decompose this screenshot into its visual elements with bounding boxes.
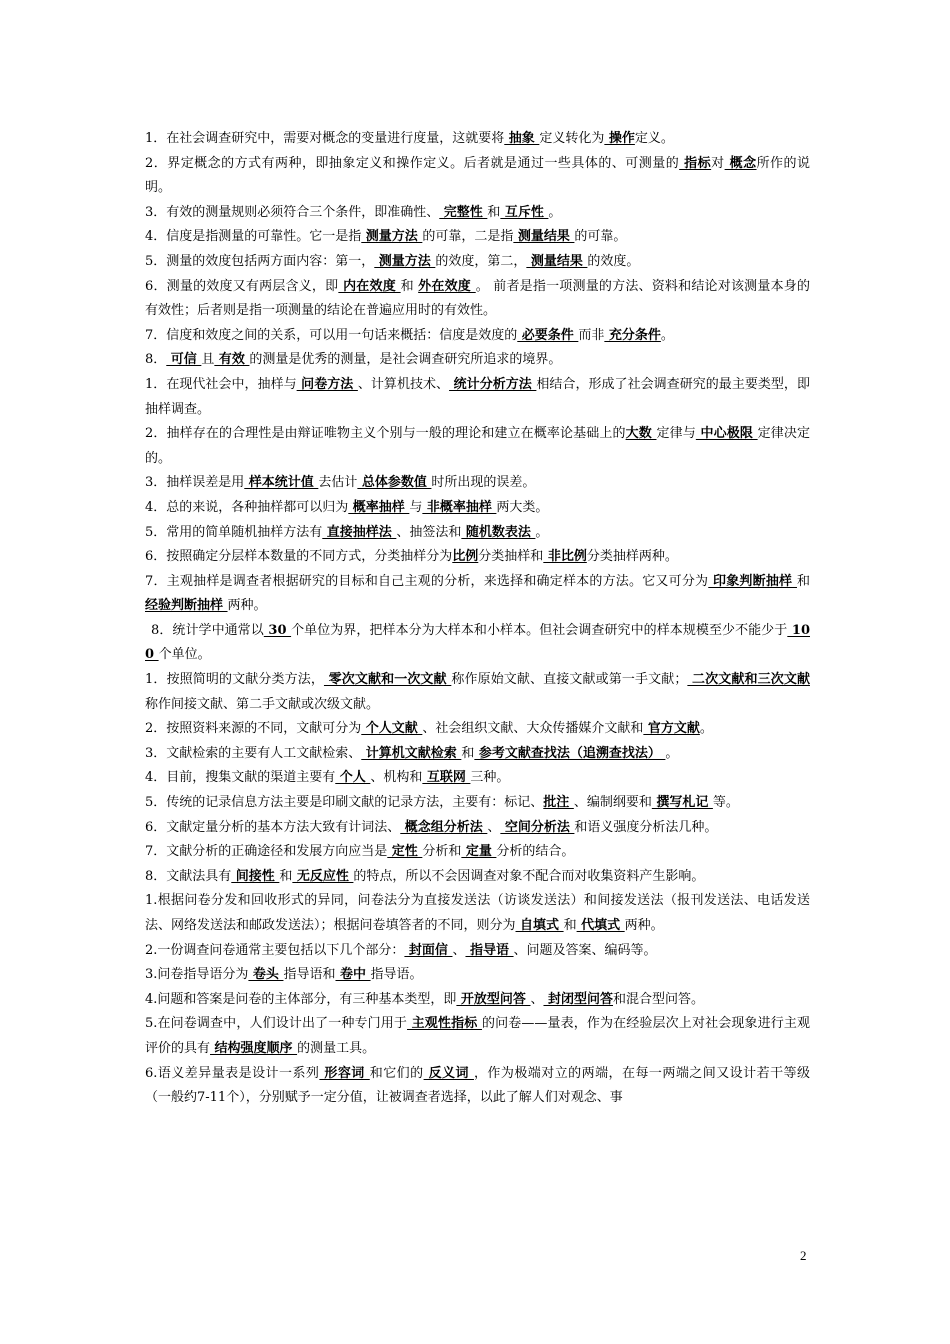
- question-paragraph: [145, 275, 810, 324]
- answer-blank: 随机数表法: [461, 524, 536, 540]
- question-paragraph: [145, 348, 810, 373]
- answer-blank: 中心极限: [695, 426, 758, 442]
- question-paragraph: [145, 471, 810, 496]
- answer-blank: 大数: [625, 426, 657, 442]
- question-paragraph: [145, 521, 810, 546]
- question-text: 和混合型问答。: [613, 991, 705, 1007]
- question-text: 7．信度和效度之间的关系，可以用一句话来概括：信度是效度的: [145, 327, 518, 343]
- question-text: 。 前者是指一项测量的方法、资料和结论对该测量本身的有效性；后者则是指一项测量的结论在普遍应用时的有效性。: [145, 278, 810, 319]
- question-text: 两大类。: [496, 499, 549, 515]
- question-text: 。: [535, 524, 549, 540]
- question-text: 3．有效的测量规则必须符合三个条件，即准确性、: [145, 204, 440, 220]
- question-text: 的效度。: [587, 253, 640, 269]
- question-paragraph: [145, 963, 810, 988]
- answer-blank: 互联网: [422, 770, 471, 786]
- question-text: 、抽签法和: [396, 524, 462, 540]
- question-paragraph: [145, 791, 810, 816]
- answer-blank: 自填式: [515, 918, 564, 933]
- answer-blank: 测量方法: [374, 253, 436, 269]
- question-text: 指导语和: [283, 967, 336, 983]
- question-text: 。: [548, 204, 562, 220]
- answer-blank: 代填式: [576, 918, 625, 933]
- question-text: 2．抽样存在的合理性是由辩证唯物主义个别与一般的理论和建立在概率论基础上的: [145, 426, 626, 442]
- question-text: 5．测量的效度包括两方面内容：第一，: [145, 253, 375, 269]
- question-text: 和语义强度分析法几种。: [574, 819, 718, 835]
- question-text: 和: [487, 204, 501, 220]
- answer-blank: 概率抽样: [348, 499, 410, 515]
- question-text: 指导语。: [370, 967, 423, 983]
- answer-blank: 内在效度: [338, 278, 401, 294]
- answer-blank: 封闭型问答: [543, 991, 614, 1007]
- question-text: 、问题及答案、编码等。: [513, 942, 657, 958]
- answer-blank: 个人: [335, 770, 371, 786]
- answer-blank: 概念组分析法: [400, 819, 488, 835]
- question-text: 、计算机技术、: [357, 376, 450, 392]
- answer-blank: 经验判断抽样: [145, 598, 228, 614]
- answer-blank: 可信: [166, 352, 202, 368]
- question-paragraph: [145, 939, 810, 964]
- answer-blank: 撰写札记: [651, 795, 713, 811]
- question-paragraph: [145, 127, 810, 152]
- question-text: 4．总的来说，各种抽样都可以归为: [145, 499, 349, 515]
- question-text: 。: [665, 745, 679, 761]
- answer-blank: 参考文献查找法（追溯查找法）: [474, 745, 666, 761]
- answer-blank: 空间分析法: [500, 819, 575, 835]
- answer-blank: 零次文献和一次文献: [323, 672, 452, 688]
- page-number: 2: [800, 1248, 807, 1263]
- question-text: 、编制纲要和: [573, 795, 652, 811]
- answer-blank: 指导语: [465, 942, 514, 958]
- answer-blank: 非概率抽样: [422, 499, 497, 515]
- answer-blank: 外在效度: [418, 278, 476, 294]
- question-text: 个单位。: [158, 647, 211, 663]
- question-text: 8．统计学中通常以: [151, 622, 264, 638]
- question-paragraph: [145, 619, 810, 668]
- document-body: [145, 127, 810, 1111]
- answer-blank: 样本统计值: [244, 475, 319, 491]
- question-paragraph: [145, 988, 810, 1013]
- question-text: 2．按照资料来源的不同，文献可分为: [145, 721, 362, 737]
- question-text: 7．文献分析的正确途径和发展方向应当是: [145, 844, 388, 860]
- answer-blank: 计算机文献检索: [361, 745, 462, 761]
- question-text: 、机构和: [370, 770, 423, 786]
- answer-blank: 批注: [543, 795, 574, 811]
- question-paragraph: [145, 373, 810, 422]
- question-paragraph: [145, 152, 810, 201]
- question-text: 1．在现代社会中，抽样与: [145, 376, 297, 392]
- answer-blank: 非比例: [543, 549, 587, 565]
- answer-blank: 互斥性: [500, 204, 549, 220]
- question-text: 的测量工具。: [297, 1040, 376, 1056]
- question-paragraph: [145, 570, 810, 619]
- question-text: 的测量是优秀的测量，是社会调查研究所追求的境界。: [249, 352, 562, 368]
- question-text: 的可靠，二是指: [422, 229, 514, 245]
- question-paragraph: [145, 1012, 810, 1061]
- question-text: 对: [711, 155, 725, 171]
- answer-blank: 指标: [679, 155, 712, 171]
- question-paragraph: [145, 250, 810, 275]
- question-paragraph: [145, 545, 810, 570]
- question-paragraph: [145, 742, 810, 767]
- question-paragraph: [145, 422, 810, 471]
- answer-blank: 抽象: [504, 131, 540, 146]
- answer-blank: 完整性: [439, 204, 488, 220]
- answer-blank: 开放型问答: [456, 991, 531, 1007]
- answer-blank: 直接抽样法: [322, 524, 397, 540]
- question-text: 4.问题和答案是问卷的主体部分，有三种基本类型，即: [145, 991, 457, 1007]
- question-text: 而非: [578, 327, 605, 343]
- question-text: 分析的结合。: [496, 844, 575, 860]
- question-paragraph: [145, 324, 810, 349]
- question-paragraph: [145, 717, 810, 742]
- question-text: 5．传统的记录信息方法主要是印刷文献的记录方法，主要有：标记、: [145, 795, 544, 811]
- question-text: 和: [400, 278, 419, 294]
- question-text: 称作间接文献、第二手文献或次级文献。: [145, 696, 380, 712]
- answer-blank: 封面信: [404, 942, 453, 958]
- question-text: 2．界定概念的方式有两种，即抽象定义和操作定义。后者就是通过一些具体的、可测量的: [145, 155, 680, 171]
- question-paragraph: [145, 201, 810, 226]
- question-text: 相结合，形成了社会调查研究的最主要类型，即抽样调查。: [145, 376, 810, 417]
- question-text: 的问卷——量表，作为在经验层次上对社会现象进行主观评价的具有: [145, 1016, 810, 1056]
- question-text: 定义转化为: [539, 131, 605, 146]
- question-text: 等。: [712, 795, 739, 811]
- question-paragraph: [145, 889, 810, 938]
- question-text: 3．文献检索的主要有人工文献检索、: [145, 745, 362, 761]
- question-text: 4．目前，搜集文献的渠道主要有: [145, 770, 336, 786]
- question-paragraph: [145, 816, 810, 841]
- question-text: 6.语义差异量表是设计一系列: [145, 1065, 320, 1081]
- answer-blank: 二次文献和三次文献: [687, 672, 810, 688]
- question-text: 分析和: [422, 844, 462, 860]
- question-text: 的效度，第二，: [435, 253, 527, 269]
- answer-blank: 反义词: [423, 1065, 474, 1081]
- question-text: 4．信度是指测量的可靠性。它一是指: [145, 229, 362, 245]
- question-text: 5．常用的简单随机抽样方法有: [145, 524, 323, 540]
- question-text: 1．在社会调查研究中，需要对概念的变量进行度量，这就要将: [145, 131, 505, 146]
- answer-blank: 形容词: [319, 1065, 370, 1081]
- answer-blank: 印象判断抽样: [708, 573, 797, 589]
- question-text: ，作为极端对立的两端，在每一两端之间又设计若干等级（一般约7-11个），分别赋予一定分值，让被调查者选择，以此了解人们对观念、事: [145, 1065, 810, 1106]
- answer-blank: 测量结果: [526, 253, 588, 269]
- question-text: 、: [487, 819, 501, 835]
- question-paragraph: [145, 225, 810, 250]
- question-text: 定义。: [634, 131, 674, 146]
- question-text: 分类抽样和: [478, 549, 544, 565]
- answer-blank: 官方文献: [643, 721, 700, 737]
- question-text: 与: [409, 499, 423, 515]
- question-text: 时所出现的误差。: [431, 475, 536, 491]
- question-text: 8．文献法具有: [145, 868, 232, 884]
- question-text: 两种。: [624, 918, 664, 933]
- answer-blank: 必要条件: [517, 327, 579, 343]
- question-text: 。: [660, 327, 674, 343]
- answer-blank: 有效: [214, 352, 250, 368]
- question-text: 和: [796, 573, 810, 589]
- question-text: 2.一份调查问卷通常主要包括以下几个部分：: [145, 942, 405, 958]
- question-text: 、社会组织文献、大众传播媒介文献和: [422, 721, 644, 737]
- question-text: 7．主观抽样是调查者根据研究的目标和自己主观的分析，来选择和确定样本的方法。它又可分为: [145, 573, 709, 589]
- answer-blank: 问卷方法: [296, 376, 358, 392]
- question-text: 两种。: [227, 598, 267, 614]
- question-text: 、: [530, 991, 544, 1007]
- answer-blank: 统计分析方法: [449, 376, 537, 392]
- answer-blank: 个人文献: [361, 721, 423, 737]
- question-text: 6．按照确定分层样本数量的不同方式，分类抽样分为: [145, 549, 453, 565]
- question-text: 6．测量的效度又有两层含义，即: [145, 278, 339, 294]
- answer-blank: 比例: [452, 549, 479, 565]
- answer-blank: 测量方法: [361, 229, 423, 245]
- answer-blank: 卷中: [335, 967, 371, 983]
- question-text: 且: [201, 352, 215, 368]
- question-paragraph: [145, 766, 810, 791]
- question-text: 所作的说明。: [145, 155, 810, 196]
- question-text: 5.在问卷调查中，人们设计出了一种专门用于: [145, 1016, 408, 1032]
- question-text: 1.根据问卷分发和回收形式的异同，问卷法分为直接发送法（访谈发送法）和间接发送法（报刊发送法、电话发送法、网络发送法和邮政发送法）；根据问卷填答者的不同，则分为: [145, 893, 810, 933]
- answer-blank: 操作: [604, 131, 635, 146]
- answer-blank: 概念: [724, 155, 757, 171]
- answer-blank: 定量: [461, 844, 497, 860]
- question-text: 8．: [145, 352, 167, 368]
- question-text: 的特点，所以不会因调查对象不配合而对收集资料产生影响。: [353, 868, 705, 884]
- question-text: 3.问卷指导语分为: [145, 967, 249, 983]
- question-text: 6．文献定量分析的基本方法大致有计词法、: [145, 819, 401, 835]
- question-text: 定律与: [656, 426, 696, 442]
- question-paragraph: [145, 668, 810, 717]
- question-text: 3．抽样误差是用: [145, 475, 245, 491]
- answer-blank: 定性: [387, 844, 423, 860]
- question-text: 个单位为界，把样本分为大样本和小样本。但社会调查研究中的样本规模至少不能少于: [291, 622, 788, 638]
- question-text: 分类抽样两种。: [586, 549, 678, 565]
- question-text: 去估计: [318, 475, 358, 491]
- question-paragraph: [145, 840, 810, 865]
- question-paragraph: [145, 1062, 810, 1111]
- question-paragraph: [145, 496, 810, 521]
- answer-blank: 主观性指标: [407, 1016, 482, 1032]
- answer-blank: 总体参数值: [357, 475, 432, 491]
- answer-blank: 充分条件: [604, 327, 661, 343]
- question-paragraph: [145, 865, 810, 890]
- answer-blank: 测量结果: [513, 229, 575, 245]
- question-text: 的可靠。: [574, 229, 627, 245]
- question-text: 1．按照简明的文献分类方法，: [145, 672, 324, 688]
- question-text: 和: [279, 868, 293, 884]
- answer-blank: 结构强度顺序: [210, 1040, 298, 1056]
- answer-blank: 间接性: [231, 868, 280, 884]
- question-text: 和它们的: [369, 1065, 424, 1081]
- answer-blank: 30: [263, 622, 292, 638]
- answer-blank: 卷头: [248, 967, 284, 983]
- question-text: 称作原始文献、直接文献或第一手文献；: [451, 672, 688, 688]
- question-text: 。: [699, 721, 713, 737]
- question-text: 、: [452, 942, 466, 958]
- answer-blank: 无反应性: [292, 868, 354, 884]
- question-text: 定律决定的。: [145, 426, 810, 466]
- answer-blank: 100: [145, 622, 810, 663]
- question-text: 三种。: [470, 770, 510, 786]
- question-text: 和: [461, 745, 475, 761]
- question-text: 和: [563, 918, 577, 933]
